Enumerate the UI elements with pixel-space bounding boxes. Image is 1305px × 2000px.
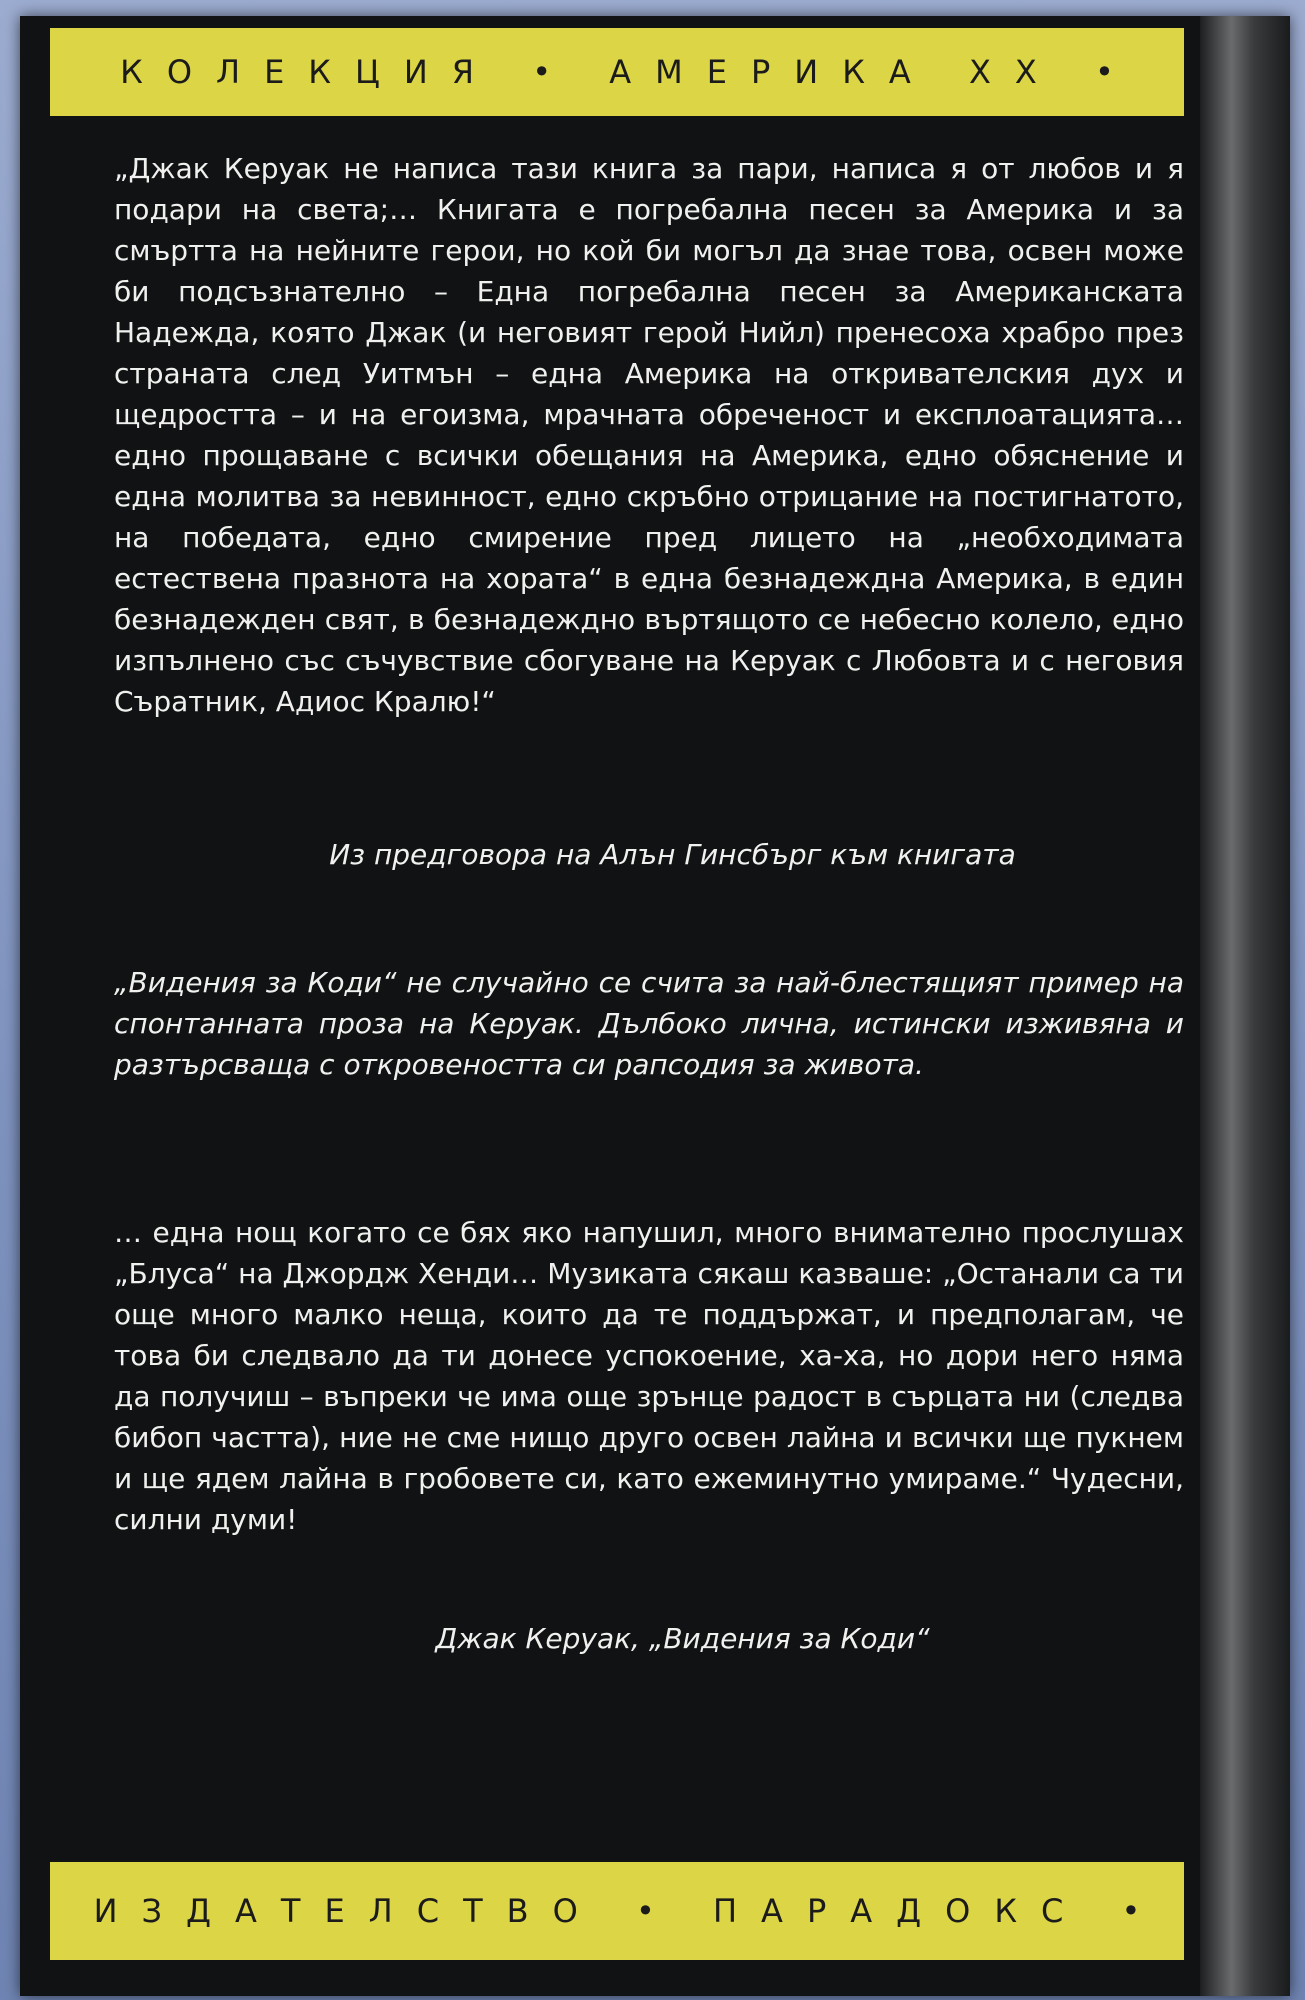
top-collection-band: [50, 28, 1184, 116]
kerouac-attribution: Джак Керуак, „Видения за Коди“: [435, 1622, 930, 1655]
publisher-label: ИЗДАТЕЛСТВО • ПАРАДОКС •: [93, 1892, 1165, 1930]
bottom-publisher-band: [50, 1862, 1184, 1960]
ginsberg-attribution: Из предговора на Алън Гинсбърг към книгата: [329, 838, 1016, 871]
collection-label: КОЛЕКЦИЯ • АМЕРИКА XX •: [120, 53, 1138, 91]
ginsberg-quote: „Джак Керуак не написа тази книга за пари, написа я от любов и я подари на света;… Книгата е погребална песен за Америка и за смъртта на нейните герои, но кой би могъл да знае това, освен може би подсъзнателно – Една погребална песен за Американската Надежда, която Джак (и неговият герой Нийл) пренесоха храбро през страната след Уитмън – една Америка на откривателския дух и щедростта – и на егоизма, мрачната обреченост и експлоатацията… едно прощаване с всички обещания на Америка, едно обяснение и една молитва за невинност, едно скръбно отрицание на постигнатото, на победата, едно смирение пред лицето на „необходимата естествена празнота на хората“ в една безнадеждна Америка, в един безнадежден свят, в безнадеждно въртящото се небесно колело, едно изпълнено със съчувствие сбогуване на Керуак с Любовта и с неговия Съратник, Адиос Кралю!“: [114, 152, 1184, 718]
book-spine-edge: [1200, 16, 1290, 1996]
book-description: „Видения за Коди“ не случайно се счита за най-блестящият пример на спонтанната проза на Керуак. Дълбоко лична, истински изживяна и разтърсваща с откровеността си рапсодия за живота.: [114, 966, 1184, 1081]
kerouac-quote: … една нощ когато се бях яко напушил, много внимателно прослушах „Блуса“ на Джордж Хенди… Музиката сякаш казваше: „Останали са ти още много малко неща, които да те поддържат, и предполагам, че това би следвало да ти донесе успокоение, ха-ха, но дори него няма да получиш – въпреки че има още зрънце радост в сърцата ни (следва бибоп частта), ние не сме нищо друго освен лайна и всички ще пукнем и ще ядем лайна в гробовете си, като ежеминутно умираме.“ Чудесни, силни думи!: [114, 1216, 1184, 1536]
